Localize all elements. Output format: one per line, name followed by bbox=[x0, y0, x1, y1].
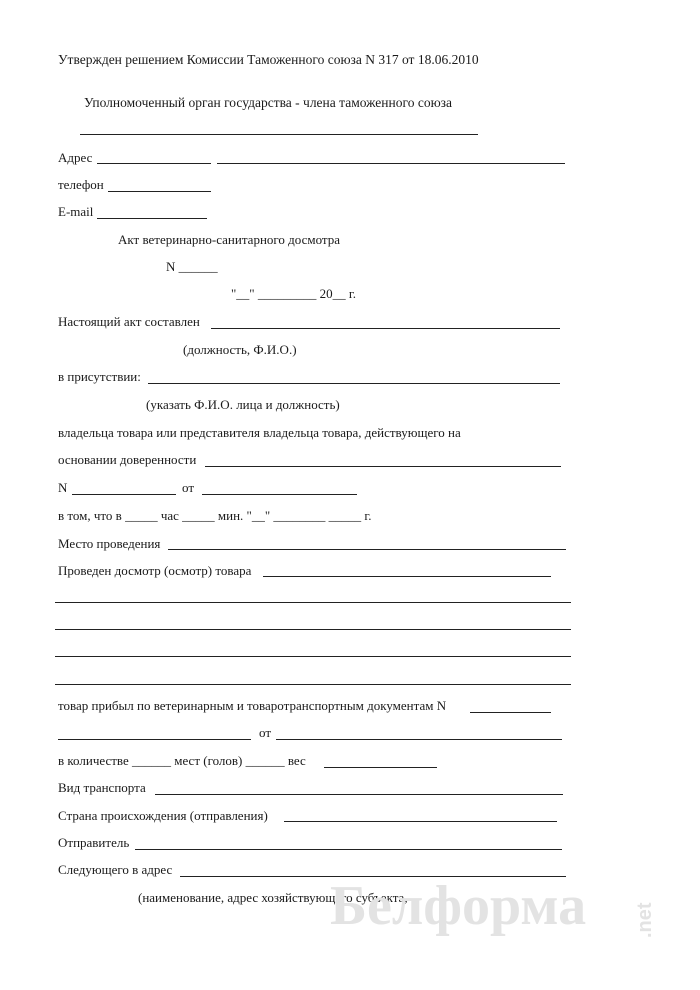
arrived-line-a bbox=[58, 739, 251, 740]
phone-line bbox=[108, 191, 211, 192]
compiled-hint: (должность, Ф.И.О.) bbox=[183, 342, 297, 357]
quantity-label: в количестве ______ мест (голов) ______ вес bbox=[58, 753, 306, 768]
arrived-label: товар прибыл по ветеринарным и товаротранспортным документам N bbox=[58, 698, 447, 713]
inspection-line-2 bbox=[55, 602, 571, 603]
time-label: в том, что в _____ час _____ мин. "__" ________ _____ г. bbox=[58, 508, 372, 523]
doc-number-label: N bbox=[58, 480, 68, 495]
doc-from-line bbox=[202, 494, 357, 495]
address-label: Адрес bbox=[58, 150, 93, 165]
approval-note: Утвержден решением Комиссии Таможенного союза N 317 от 18.06.2010 bbox=[58, 52, 479, 67]
sender-line bbox=[135, 849, 562, 850]
inspection-label: Проведен досмотр (осмотр) товара bbox=[58, 563, 252, 578]
transport-label: Вид транспорта bbox=[58, 780, 146, 795]
document-title: Акт ветеринарно-санитарного досмотра bbox=[118, 232, 341, 247]
email-label: E-mail bbox=[58, 204, 94, 219]
authority-title: Уполномоченный орган государства - члена таможенного союза bbox=[84, 95, 452, 110]
weight-line bbox=[324, 767, 437, 768]
destination-hint: (наименование, адрес хозяйствующего субъекта, bbox=[138, 890, 408, 905]
place-label: Место проведения bbox=[58, 536, 161, 551]
presence-hint: (указать Ф.И.О. лица и должность) bbox=[146, 397, 340, 412]
power-of-attorney-label: основании доверенности bbox=[58, 452, 197, 467]
presence-label: в присутствии: bbox=[58, 369, 141, 384]
presence-line bbox=[148, 383, 560, 384]
address-line-1 bbox=[97, 163, 211, 164]
power-of-attorney-line bbox=[205, 466, 561, 467]
watermark-brand: Белформа bbox=[330, 875, 587, 937]
email-line bbox=[97, 218, 207, 219]
address-line-2 bbox=[217, 163, 565, 164]
doc-number-line bbox=[72, 494, 176, 495]
origin-line bbox=[284, 821, 557, 822]
sender-label: Отправитель bbox=[58, 835, 130, 850]
act-date: "__" _________ 20__ г. bbox=[231, 286, 356, 301]
arrived-from-label: от bbox=[259, 725, 272, 740]
compiled-label: Настоящий акт составлен bbox=[58, 314, 200, 329]
inspection-line-3 bbox=[55, 629, 571, 630]
place-line bbox=[168, 549, 566, 550]
compiled-line bbox=[211, 328, 560, 329]
owner-text: владельца товара или представителя владельца товара, действующего на bbox=[58, 425, 461, 440]
doc-from-label: от bbox=[182, 480, 195, 495]
inspection-line bbox=[263, 576, 551, 577]
phone-label: телефон bbox=[58, 177, 104, 192]
arrived-number-line bbox=[470, 712, 551, 713]
inspection-line-4 bbox=[55, 656, 571, 657]
origin-label: Страна происхождения (отправления) bbox=[58, 808, 268, 823]
transport-line bbox=[155, 794, 563, 795]
inspection-line-5 bbox=[55, 684, 571, 685]
authority-line bbox=[80, 134, 478, 135]
arrived-from-line bbox=[276, 739, 562, 740]
destination-label: Следующего в адрес bbox=[58, 862, 173, 877]
act-number: N ______ bbox=[166, 259, 218, 274]
watermark-domain: .net bbox=[634, 902, 656, 938]
